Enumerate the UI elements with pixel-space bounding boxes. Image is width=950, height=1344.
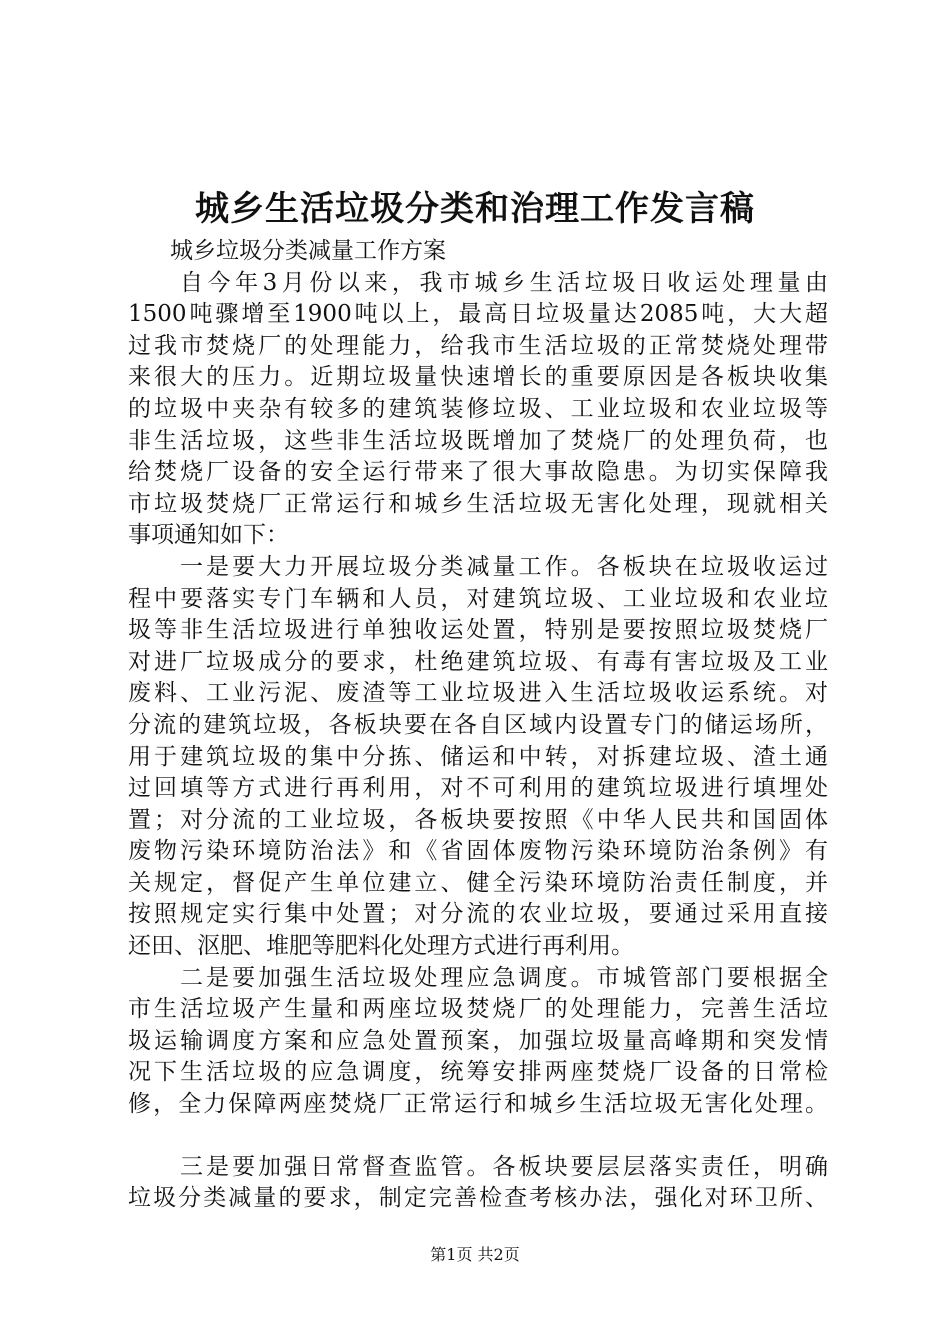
paragraph-line: 修，全力保障两座焚烧厂正常运行和城乡生活垃圾无害化处理。 (128, 1091, 828, 1118)
paragraph-spacer (128, 1121, 828, 1152)
page-footer: 第1页 共2页 (430, 1245, 520, 1264)
paragraph-line: 的垃圾中夹杂有较多的建筑装修垃圾、工业垃圾和农业垃圾等 (128, 395, 828, 422)
paragraph-line: 市生活垃圾产生量和两座垃圾焚烧厂的处理能力，完善生活垃 (128, 996, 828, 1023)
paragraph-line: 还田、沤肥、堆肥等肥料化处理方式进行再利用。 (128, 933, 634, 960)
paragraph-line: 过回填等方式进行再利用，对不可利用的建筑垃圾进行填埋处 (128, 775, 828, 802)
paragraph-line: 给焚烧厂设备的安全运行带来了很大事故隐患。为切实保障我 (128, 459, 828, 486)
paragraph-line: 市垃圾焚烧厂正常运行和城乡生活垃圾无害化处理，现就相关 (128, 490, 828, 517)
paragraph-line: 垃圾分类减量的要求，制定完善检查考核办法，强化对环卫所、 (128, 1185, 828, 1212)
paragraph-line: 用于建筑垃圾的集中分拣、储运和中转，对拆建垃圾、渣土通 (128, 743, 828, 770)
paragraph-line: 非生活垃圾，这些非生活垃圾既增加了焚烧厂的处理负荷，也 (128, 427, 828, 454)
paragraph-3 (128, 963, 828, 1121)
paragraph-line: 圾运输调度方案和应急处置预案，加强垃圾量高峰期和突发情 (128, 1027, 828, 1054)
paragraph-line: 程中要落实专门车辆和人员，对建筑垃圾、工业垃圾和农业垃 (128, 585, 828, 612)
document-title: 城乡生活垃圾分类和治理工作发言稿 (195, 189, 755, 229)
paragraph-line: 置；对分流的工业垃圾，各板块要按照《中华人民共和国固体 (128, 806, 828, 833)
paragraph-line: 况下生活垃圾的应急调度，统筹安排两座焚烧厂设备的日常检 (128, 1059, 828, 1086)
paragraph-line: 来很大的压力。近期垃圾量快速增长的重要原因是各板块收集 (128, 364, 828, 391)
paragraph-line: 关规定，督促产生单位建立、健全污染环境防治责任制度，并 (128, 869, 828, 896)
paragraph-line: 按照规定实行集中处置；对分流的农业垃圾，要通过采用直接 (128, 901, 828, 928)
paragraph-2 (128, 552, 828, 963)
document-subtitle: 城乡垃圾分类减量工作方案 (170, 238, 446, 264)
paragraph-line: 废料、工业污泥、废渣等工业垃圾进入生活垃圾收运系统。对 (128, 680, 828, 707)
paragraph-line: 分流的建筑垃圾，各板块要在各自区域内设置专门的储运场所， (128, 711, 828, 738)
paragraph-line: 1500吨骤增至1900吨以上，最高日垃圾量达2085吨，大大超 (128, 301, 828, 328)
paragraph-line: 二是要加强生活垃圾处理应急调度。市城管部门要根据全 (180, 964, 828, 991)
paragraph-line: 事项通知如下： (128, 522, 289, 549)
paragraph-line: 圾等非生活垃圾进行单独收运处置，特别是要按照垃圾焚烧厂 (128, 617, 828, 644)
paragraph-4 (128, 1152, 828, 1215)
document-body (128, 236, 828, 1215)
paragraph-line: 对进厂垃圾成分的要求，杜绝建筑垃圾、有毒有害垃圾及工业 (128, 648, 828, 675)
paragraph-line: 一是要大力开展垃圾分类减量工作。各板块在垃圾收运过 (180, 553, 828, 580)
paragraph-1 (128, 268, 828, 552)
paragraph-line: 三是要加强日常督查监管。各板块要层层落实责任，明确 (180, 1153, 828, 1180)
paragraph-line: 过我市焚烧厂的处理能力，给我市生活垃圾的正常焚烧处理带 (128, 332, 828, 359)
paragraph-line: 自今年3月份以来，我市城乡生活垃圾日收运处理量由 (180, 269, 828, 296)
paragraph-line: 废物污染环境防治法》和《省固体废物污染环境防治条例》有 (128, 838, 828, 865)
